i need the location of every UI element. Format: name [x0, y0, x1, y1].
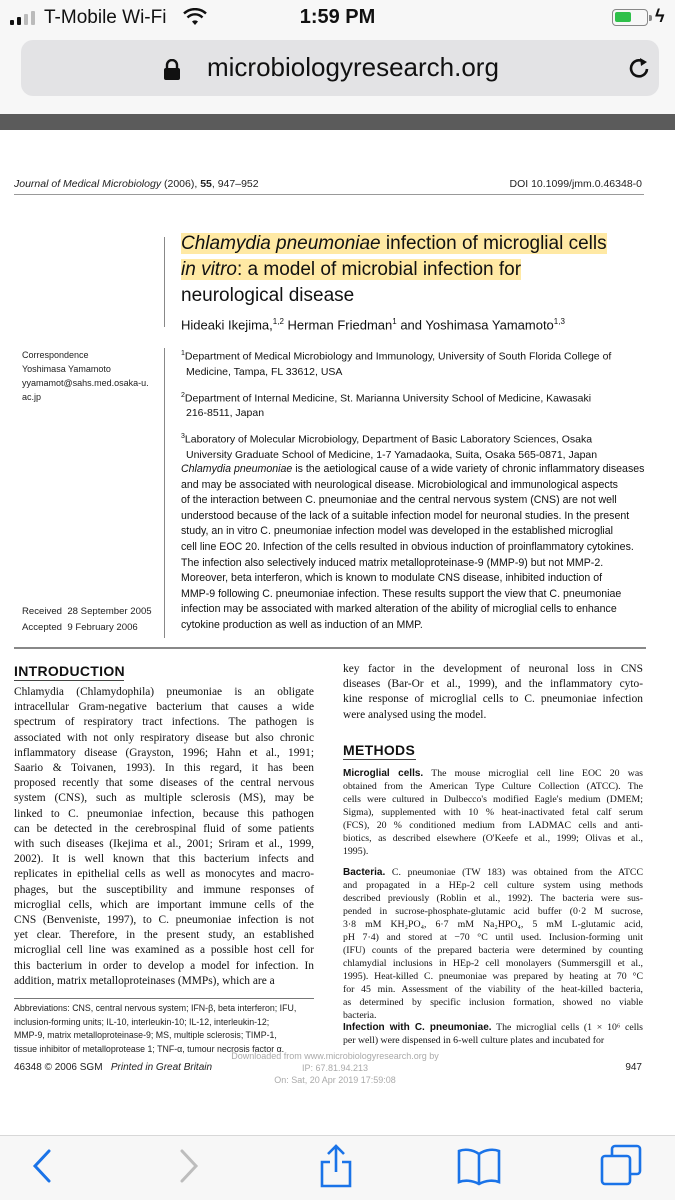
introduction-line: yet clear. Therefore, in the present study, an established: [14, 929, 314, 942]
methods-line: 1995). Heat-killed C. pneumoniae was prepared by heating at 70 °C: [343, 971, 643, 982]
introduction-line: diseases (Bar-Or et al., 1999), and the inflammatory cyto-: [343, 678, 643, 691]
introduction-line: Saario & Toivanen, 1993). In this regard, it has been: [14, 762, 314, 775]
download-watermark: Downloaded from www.microbiologyresearch.org by IP: 67.81.94.213 On: Sat, 20 Apr 2019 17:59:08: [231, 1051, 439, 1085]
introduction-line: with such diseases (Ikejima et al., 2001; Sriram et al., 1999,: [14, 838, 314, 851]
tabs-icon[interactable]: [600, 1144, 642, 1188]
introduction-line: microglial cells, which are important immune cells of the: [14, 898, 314, 911]
abstract: [181, 462, 645, 634]
methods-line: (IFU) counts of the prepared bacteria were determined by counting: [343, 945, 643, 956]
correspondence-email[interactable]: yyamamot@sahs.med.osaka-u.: [22, 378, 149, 388]
introduction-line: this bacterium in order to develop a model for infection. In: [14, 959, 314, 972]
abstract-line: Chlamydia pneumoniae is the aetiological cause of a wide variety of chronic inflammatory diseases: [181, 463, 645, 475]
affiliations: $^1$Department of Medical Microbiology and Immunology, University of South Florida College of Medicine, Tampa, FL 33612, USA $^2$Department of Internal Medicine, St. Marianna University School of Medicine, Kawasaki 216-8511, Japan $^3$Laboratory of Molecular Microbiology, Department of Basic Laboratory Sciences, Osaka University Graduate School of Medicine, 1-7 Yamadaoka, Suita, Osaka 565-0871, Japan: [181, 350, 612, 461]
methods-heading: METHODS: [343, 742, 416, 758]
introduction-line: 2002). It is well known that this bacterium infects and: [14, 853, 314, 866]
author-list: Hideaki Ikejima,$^{1,2}$ Herman Friedman$^1$ and Yoshimasa Yamamoto$^{1,3}$: [181, 317, 565, 333]
introduction-heading: INTRODUCTION: [14, 663, 125, 679]
methods-line: obtained from the American Type Culture Collection (ATCC). The: [343, 781, 643, 792]
reload-icon[interactable]: [627, 55, 651, 81]
abstract-line: and may be associated with neurological disease. Microbiological and immunological aspects: [181, 478, 618, 491]
status-time: 1:59 PM: [299, 6, 376, 28]
carrier-label: T-Mobile Wi-Fi: [44, 7, 167, 28]
book-icon[interactable]: [456, 1146, 502, 1186]
paragraph-heading: Microglial cells.: [343, 768, 424, 779]
article-title: Chlamydia pneumoniae infection of microglial cells in vitro: a model of microbial infection for neurological disease: [181, 233, 607, 306]
status-bar: [0, 0, 675, 36]
methods-line: 3·8 mM KH₂PO₄, 6·7 mM Na₂HPO₄, 5 mM L-glutamic acid,: [343, 919, 643, 930]
browser-address-area: [0, 36, 675, 114]
infection-paragraph: [343, 1021, 643, 1047]
copyright: 46348 © 2006 SGM Printed in Great Britain: [14, 1062, 213, 1073]
abstract-line: MMP-9 following C. pneumoniae infection. These results support the view that C. pneumoniae: [181, 587, 622, 600]
chevron-right-icon[interactable]: [178, 1148, 200, 1184]
battery-icon: [612, 9, 648, 26]
lock-icon: [163, 59, 181, 81]
introduction-line: can be detected in the cerebrospinal fluid of some patients: [14, 822, 314, 835]
methods-line: per well) were dispensed in 6-well culture plates and incubated for: [343, 1035, 605, 1046]
methods-line: Bacteria. C. pneumoniae (TW 183) was obtained from the ATCC: [343, 867, 643, 878]
abstract-line: cell line EOC 20. Infection of the cells resulted in obvious induction of proinflammatory cytokines.: [181, 540, 634, 553]
methods-line: as determined by specific inclusion formation, showed no viable: [343, 997, 643, 1008]
paragraph-heading: Infection with C. pneumoniae.: [343, 1022, 492, 1033]
introduction-line: key factor in the development of neuronal loss in CNS: [343, 663, 643, 675]
introduction-line: intracellular Gram-negative bacterium that causes a wide: [14, 701, 314, 714]
page-number: 947: [625, 1062, 642, 1073]
abbreviations: [14, 1002, 324, 1056]
methods-line: bacteria.: [343, 1010, 377, 1021]
methods-line: and propagated in a HEp-2 cell culture system using methods: [343, 880, 643, 891]
introduction-line: proposed recently that some diseases of the central nervous: [14, 777, 314, 790]
page-edge-band: [0, 114, 675, 130]
abbreviations-line: tissue inhibitor of metalloprotease 1; TNF-α, tumour necrosis factor α.: [14, 1043, 285, 1054]
pdf-page: [0, 130, 675, 1135]
introduction-line: associated with not only respiratory disease but also chronic: [14, 731, 314, 744]
abstract-line: study, an in vitro C. pneumoniae infection model was developed in the established microglial: [181, 525, 614, 538]
introduction-line: microglial cell line was examined as a possible host cell for: [14, 944, 314, 957]
introduction-line: kine response of microglial cells to C. pneumoniae infection: [343, 693, 643, 706]
abstract-line: of the interaction between C. pneumoniae and the central nervous system (CNS) are not well: [181, 494, 617, 507]
introduction-text: [14, 685, 314, 989]
microglial-cells-paragraph: [343, 767, 643, 858]
introduction-line: linked to C. pneumoniae infection, because this pathogen: [14, 807, 314, 820]
introduction-continued: [343, 662, 643, 723]
introduction-line: inflammatory disease (Grayston, 1996; Hahn et al., 1991;: [14, 746, 314, 759]
abbreviations-line: inclusion-forming units; IL-10, interleukin-10; IL-12, interleukin-12;: [14, 1016, 270, 1027]
chevron-left-icon[interactable]: [31, 1148, 53, 1184]
introduction-line: replicates in epithelial cells as well as monocytes and macro-: [14, 868, 314, 881]
methods-line: pH 7·4) and stored at −70 °C until used. Inclusion-forming unit: [343, 932, 643, 943]
share-icon[interactable]: [318, 1144, 354, 1188]
section-rule: [14, 647, 646, 649]
abstract-line: understood because of the lack of a suitable infection model for neuronal studies. In the present: [181, 509, 630, 522]
journal-citation: Journal of Medical Microbiology (2006), 55, 947–952: [14, 178, 259, 190]
address-bar[interactable]: [21, 40, 659, 96]
dates-block: Received 28 September 2005 Accepted 9 February 2006: [22, 606, 152, 633]
abbreviations-line: MMP-9, matrix metalloproteinase-9; MS, multiple sclerosis; TIMP-1,: [14, 1030, 277, 1041]
abstract-line: The infection also selectively induced matrix metalloproteinase-9 (MMP-9) but not MMP-2.: [181, 556, 604, 569]
introduction-line: phages, but the susceptibility and immune responses of: [14, 883, 314, 896]
methods-line: Infection with C. pneumoniae. The microglial cells (1 × 10⁶ cells: [343, 1022, 643, 1033]
browser-toolbar: [0, 1135, 675, 1200]
abstract-line: cytokine production as well as induction of an MMP.: [181, 618, 423, 631]
methods-line: chlamydial inclusions in HEp-2 cell monolayers (Summersgill et al.,: [343, 958, 643, 969]
abstract-line: infection may be associated with marked alteration of the ability of microglial cells to enhance: [181, 603, 617, 616]
introduction-line: were analysed using the model.: [343, 708, 487, 721]
methods-line: 1995).: [343, 846, 369, 857]
lightning-bolt-icon: ϟ: [655, 6, 665, 26]
introduction-line: spectrum of respiratory tract infections. The pathogen is: [14, 716, 314, 729]
title-side-rule: [164, 237, 165, 327]
sidebar-rule: [164, 348, 165, 638]
bacteria-paragraph: [343, 866, 643, 1022]
doi-label: DOI 10.1099/jmm.0.46348-0: [509, 178, 642, 190]
introduction-line: system (CNS), such as multiple sclerosis (MS), may be: [14, 792, 314, 805]
paragraph-heading: Bacteria.: [343, 867, 386, 878]
abbreviations-line: Abbreviations: CNS, central nervous system; IFN-β, beta interferon; IFU,: [14, 1003, 297, 1013]
methods-line: cells were cultured in Dulbecco's modified Eagle's medium (DMEM;: [343, 794, 643, 805]
methods-line: for 45 min. Assessment of the viability of the heat-killed bacteria,: [343, 984, 643, 995]
methods-line: described previously (Roblin et al., 1992). The bacteria were sus-: [343, 893, 643, 904]
url-text[interactable]: microbiologyresearch.org: [207, 52, 499, 82]
abstract-line: Moreover, beta interferon, which is known to modulate CNS disease, inhibited induction of: [181, 572, 603, 585]
methods-line: pended in sucrose-phosphate-glutamic acid buffer (0·2 M sucrose,: [343, 906, 643, 917]
header-rule: [14, 194, 644, 195]
methods-line: Sigma), supplemented with 10 % heat-inactivated fetal calf serum: [343, 807, 643, 818]
introduction-line: CNS (Benveniste, 1997), to C. pneumoniae infection is not: [14, 914, 314, 927]
methods-line: (FCS), 20 % conditioned medium from LADMAC cells and anti-: [343, 820, 643, 831]
introduction-line: addition, matrix metalloproteinases (MMPs), which are a: [14, 974, 275, 987]
methods-line: biotics, as described elsewhere (O'Keefe et al., 1999; Olivas et al.,: [343, 833, 643, 844]
methods-line: Microglial cells. The mouse microglial cell line EOC 20 was: [343, 768, 643, 779]
correspondence-block: Correspondence Yoshimasa Yamamoto yyamamot@sahs.med.osaka-u. ac.jp: [22, 350, 149, 402]
introduction-line: Chlamydia (Chlamydophila) pneumoniae is an obligate: [14, 686, 314, 698]
